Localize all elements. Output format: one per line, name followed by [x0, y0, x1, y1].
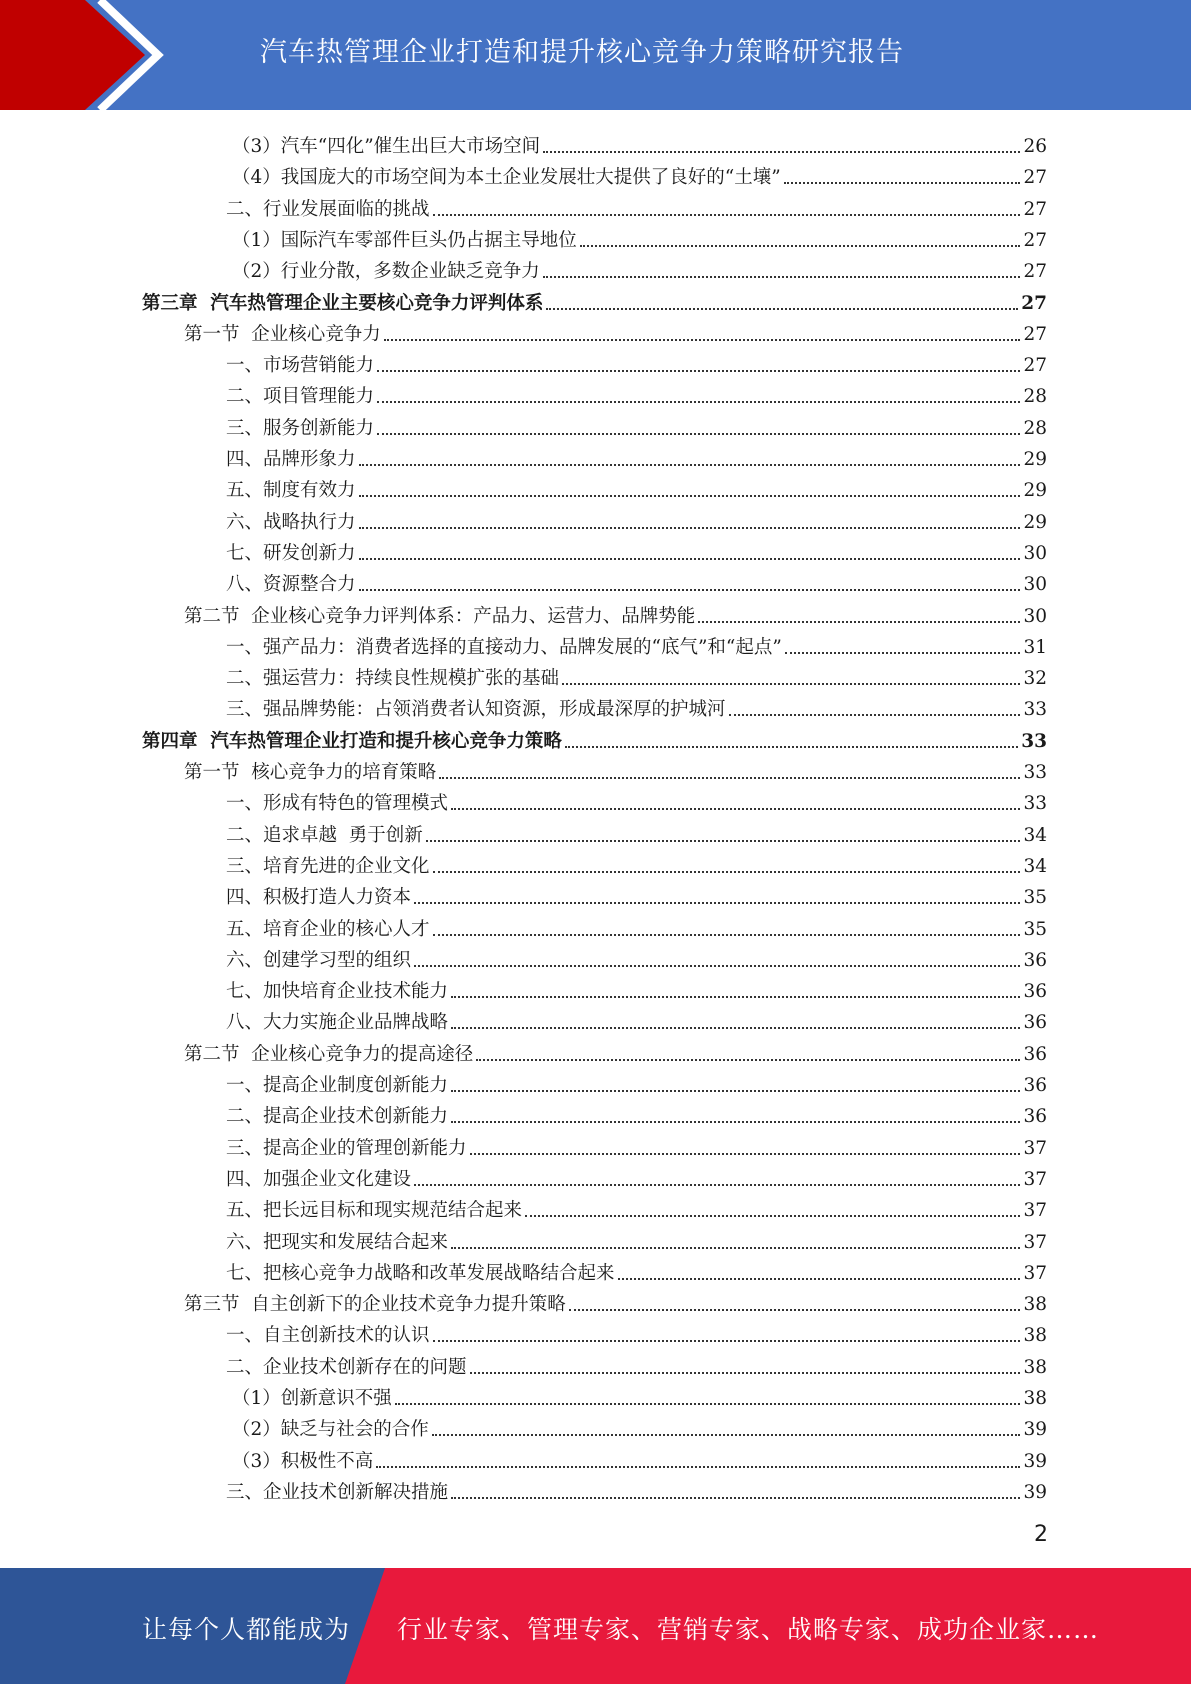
toc-entry-page: 34	[1023, 855, 1047, 877]
toc-entry[interactable]	[226, 1255, 1047, 1286]
toc-entry[interactable]	[226, 347, 1047, 378]
toc-entry[interactable]	[184, 754, 1047, 785]
toc-entry-title: 二、项目管理能力	[226, 386, 375, 408]
toc-entry-title: 二、追求卓越 勇于创新	[226, 824, 423, 846]
toc-entry-page: 36	[1023, 1075, 1047, 1096]
toc-entry-page: 29	[1023, 480, 1047, 502]
toc-entry[interactable]	[226, 942, 1047, 973]
toc-entry-page: 34	[1023, 824, 1047, 846]
toc-entry-page: 33	[1021, 730, 1047, 752]
dot-leader	[569, 1308, 1021, 1311]
toc-entry-title: 第四章 汽车热管理企业打造和提升核心竞争力策略	[142, 730, 562, 752]
toc-entry-page: 38	[1023, 1294, 1047, 1316]
dot-leader	[476, 1058, 1020, 1061]
toc-entry-title: 五、培育企业的核心人才	[226, 918, 430, 940]
toc-entry-page: 36	[1023, 981, 1047, 1003]
toc-entry-title: 七、把核心竞争力战略和改革发展战略结合起来	[226, 1262, 615, 1284]
toc-entry-page: 37	[1023, 1200, 1047, 1222]
toc-entry[interactable]	[226, 879, 1047, 910]
toc-entry-title: （1）创新意识不强	[232, 1388, 392, 1409]
toc-entry-page: 27	[1023, 355, 1047, 377]
toc-entry-page: 33	[1023, 762, 1047, 783]
toc-entry-title: 四、加强企业文化建设	[226, 1168, 412, 1190]
toc-entry[interactable]	[232, 253, 1047, 284]
dot-leader	[395, 1402, 1021, 1405]
toc-entry-page: 27	[1021, 292, 1047, 314]
toc-entry[interactable]	[226, 504, 1047, 535]
toc-entry-title: 二、企业技术创新存在的问题	[226, 1356, 467, 1378]
toc-entry[interactable]	[226, 1098, 1047, 1129]
dot-leader	[543, 150, 1020, 153]
dot-leader	[525, 1214, 1020, 1217]
toc-entry-page: 37	[1023, 1137, 1047, 1159]
toc-entry-title: 八、大力实施企业品牌战略	[226, 1012, 449, 1034]
toc-entry-page: 27	[1023, 198, 1047, 220]
toc-entry[interactable]	[226, 1192, 1047, 1223]
toc-entry[interactable]	[226, 1004, 1047, 1035]
toc-entry[interactable]	[226, 441, 1047, 472]
toc-entry[interactable]	[226, 848, 1047, 879]
toc-entry-title: 六、战略执行力	[226, 511, 356, 533]
toc-entry[interactable]	[226, 1317, 1047, 1348]
toc-entry-title: 五、把长远目标和现实规范结合起来	[226, 1200, 523, 1222]
dot-leader	[618, 1277, 1021, 1280]
toc-entry-title: 第三节 自主创新下的企业技术竞争力提升策略	[184, 1294, 566, 1316]
toc-entry-title: 二、提高企业技术创新能力	[226, 1106, 449, 1128]
toc-entry[interactable]	[226, 1349, 1047, 1380]
toc-entry-page: 27	[1023, 261, 1047, 283]
toc-entry[interactable]	[226, 1067, 1047, 1098]
dot-leader	[377, 400, 1020, 403]
toc-entry-page: 30	[1023, 574, 1047, 596]
toc-entry-title: 第一节 企业核心竞争力	[184, 323, 381, 345]
toc-entry[interactable]	[232, 128, 1047, 159]
toc-entry-title: 第一节 核心竞争力的培育策略	[184, 762, 437, 783]
dot-leader	[698, 620, 1020, 623]
toc-entry-page: 36	[1023, 1106, 1047, 1128]
toc-entry-title: 三、强品牌势能：占领消费者认知资源，形成最深厚的护城河	[226, 699, 726, 721]
dot-leader	[543, 275, 1021, 278]
toc-entry-title: （1）国际汽车零部件巨头仍占据主导地位	[232, 229, 577, 251]
toc-entry[interactable]	[226, 535, 1047, 566]
toc-entry-title: 一、提高企业制度创新能力	[226, 1075, 449, 1096]
dot-leader	[565, 745, 1018, 748]
toc-entry-title: （2）缺乏与社会的合作	[232, 1419, 429, 1441]
toc-entry-page: 35	[1023, 918, 1047, 940]
toc-entry[interactable]	[184, 1036, 1047, 1067]
toc-entry-page: 37	[1023, 1262, 1047, 1284]
toc-entry[interactable]	[142, 723, 1047, 754]
toc-entry-title: 五、制度有效力	[226, 480, 356, 502]
dot-leader	[451, 807, 1020, 810]
toc-entry[interactable]	[184, 1286, 1047, 1317]
toc-entry-page: 26	[1023, 136, 1047, 157]
dot-leader	[426, 839, 1021, 842]
toc-entry[interactable]	[226, 191, 1047, 222]
dot-leader	[470, 1152, 1021, 1155]
dot-leader	[451, 995, 1020, 998]
toc-entry-page: 36	[1023, 949, 1047, 971]
toc-entry-page: 28	[1023, 417, 1047, 439]
dot-leader	[359, 526, 1021, 529]
dot-leader	[546, 307, 1018, 310]
toc-entry-title: 二、行业发展面临的挑战	[226, 198, 430, 220]
dot-leader	[433, 213, 1021, 216]
toc-entry-page: 27	[1023, 167, 1047, 189]
toc-entry-page: 33	[1023, 699, 1047, 721]
toc-entry-title: （3）积极性不高	[232, 1450, 374, 1472]
toc-entry[interactable]	[226, 1161, 1047, 1192]
page-number: 2	[1034, 1522, 1048, 1547]
toc-entry[interactable]	[226, 378, 1047, 409]
dot-leader	[377, 432, 1020, 435]
toc-entry-title: 三、企业技术创新解决措施	[226, 1481, 449, 1503]
toc-entry-title: （4）我国庞大的市场空间为本土企业发展壮大提供了良好的“土壤”	[232, 167, 781, 189]
toc-entry-title: 一、强产品力：消费者选择的直接动力、品牌发展的“底气”和“起点”	[226, 636, 782, 658]
toc-entry-page: 29	[1023, 449, 1047, 470]
toc-entry-title: 第二节 企业核心竞争力的提高途径	[184, 1043, 474, 1065]
toc-entry-title: 三、服务创新能力	[226, 417, 375, 439]
toc-entry-page: 30	[1023, 605, 1047, 627]
toc-entry[interactable]	[226, 785, 1047, 816]
dot-leader	[470, 1371, 1021, 1374]
toc-entry-page: 30	[1023, 542, 1047, 564]
toc-entry-page: 38	[1023, 1325, 1047, 1347]
toc-entry[interactable]	[226, 911, 1047, 942]
toc-entry-title: 一、自主创新技术的认识	[226, 1325, 430, 1347]
toc-entry-page: 36	[1023, 1012, 1047, 1034]
dot-leader	[384, 338, 1021, 341]
toc-entry-page: 29	[1023, 511, 1047, 533]
toc-entry-title: （3）汽车“四化”催生出巨大市场空间	[232, 136, 541, 157]
dot-leader	[359, 494, 1021, 497]
toc-entry-title: 四、品牌形象力	[226, 449, 356, 470]
report-title: 汽车热管理企业打造和提升核心竞争力策略研究报告	[260, 37, 904, 68]
footer-roles: 行业专家、管理专家、营销专家、战略专家、成功企业家……	[397, 1615, 1100, 1644]
dot-leader	[439, 776, 1020, 779]
toc-entry-page: 27	[1023, 323, 1047, 345]
toc-entry-page: 33	[1023, 793, 1047, 815]
toc-entry-page: 38	[1023, 1388, 1047, 1409]
toc-entry-page: 28	[1023, 386, 1047, 408]
toc-entry[interactable]	[226, 1224, 1047, 1255]
toc-entry[interactable]	[226, 973, 1047, 1004]
dot-leader	[451, 1026, 1020, 1029]
toc-entry-page: 37	[1023, 1231, 1047, 1253]
dot-leader	[376, 1465, 1020, 1468]
toc-entry-title: 六、创建学习型的组织	[226, 949, 412, 971]
toc-entry-title: 二、强运营力：持续良性规模扩张的基础	[226, 668, 560, 690]
toc-entry-page: 39	[1023, 1419, 1047, 1441]
toc-entry-page: 32	[1023, 668, 1047, 690]
toc-entry-page: 37	[1023, 1168, 1047, 1190]
toc-entry[interactable]	[226, 660, 1047, 691]
toc-entry[interactable]	[226, 566, 1047, 597]
toc-entry-title: 一、市场营销能力	[226, 355, 375, 377]
toc-entry[interactable]	[226, 817, 1047, 848]
dot-leader	[414, 1183, 1020, 1186]
toc-entry-title: 第三章 汽车热管理企业主要核心竞争力评判体系	[142, 292, 544, 314]
toc-entry-page: 36	[1023, 1043, 1047, 1065]
dot-leader	[785, 651, 1021, 654]
toc-entry-page: 38	[1023, 1356, 1047, 1378]
dot-leader	[433, 1339, 1021, 1342]
footer-slogan: 让每个人都能成为	[142, 1615, 351, 1644]
dot-leader	[359, 588, 1021, 591]
page-header	[0, 0, 1191, 110]
toc-entry-page: 27	[1023, 229, 1047, 251]
toc-entry-page: 31	[1023, 636, 1047, 658]
dot-leader	[359, 557, 1021, 560]
dot-leader	[359, 463, 1021, 466]
dot-leader	[432, 1433, 1021, 1436]
dot-leader	[433, 870, 1021, 873]
dot-leader	[414, 901, 1020, 904]
toc-entry-title: （2）行业分散，多数企业缺乏竞争力	[232, 261, 540, 283]
toc-entry-page: 35	[1023, 887, 1047, 909]
dot-leader	[580, 244, 1021, 247]
page-footer	[0, 1568, 1191, 1684]
dot-leader	[451, 1246, 1020, 1249]
toc-entry[interactable]	[226, 410, 1047, 441]
dot-leader	[451, 1120, 1020, 1123]
toc-entry-title: 七、研发创新力	[226, 542, 356, 564]
toc-entry-title: 三、提高企业的管理创新能力	[226, 1137, 467, 1159]
dot-leader	[729, 713, 1021, 716]
toc-entry-title: 八、资源整合力	[226, 574, 356, 596]
toc-entry-title: 一、形成有特色的管理模式	[226, 793, 449, 815]
dot-leader	[562, 682, 1020, 685]
toc-entry[interactable]	[226, 629, 1047, 660]
toc-entry[interactable]	[184, 598, 1047, 629]
toc-entry[interactable]	[232, 159, 1047, 190]
toc-entry[interactable]	[232, 1443, 1047, 1474]
toc-entry[interactable]	[184, 316, 1047, 347]
toc-entry-title: 七、加快培育企业技术能力	[226, 981, 449, 1003]
toc-entry-title: 四、积极打造人力资本	[226, 887, 412, 909]
dot-leader	[377, 369, 1020, 372]
toc-entry[interactable]	[226, 1130, 1047, 1161]
dot-leader	[414, 964, 1020, 967]
toc-entry[interactable]	[142, 285, 1047, 316]
dot-leader	[451, 1089, 1020, 1092]
toc-entry[interactable]	[226, 1474, 1047, 1505]
toc-entry-title: 三、培育先进的企业文化	[226, 855, 430, 877]
dot-leader	[451, 1496, 1020, 1499]
toc-entry-title: 六、把现实和发展结合起来	[226, 1231, 449, 1253]
toc-entry[interactable]	[232, 1380, 1047, 1411]
toc-entry[interactable]	[226, 472, 1047, 503]
toc-entry[interactable]	[232, 1411, 1047, 1442]
toc-entry-page: 39	[1023, 1481, 1047, 1503]
toc-entry-page: 39	[1023, 1450, 1047, 1472]
toc-entry-title: 第二节 企业核心竞争力评判体系：产品力、运营力、品牌势能	[184, 605, 696, 627]
dot-leader	[784, 181, 1021, 184]
dot-leader	[433, 933, 1021, 936]
toc-entry[interactable]	[232, 222, 1047, 253]
toc-entry[interactable]	[226, 691, 1047, 722]
